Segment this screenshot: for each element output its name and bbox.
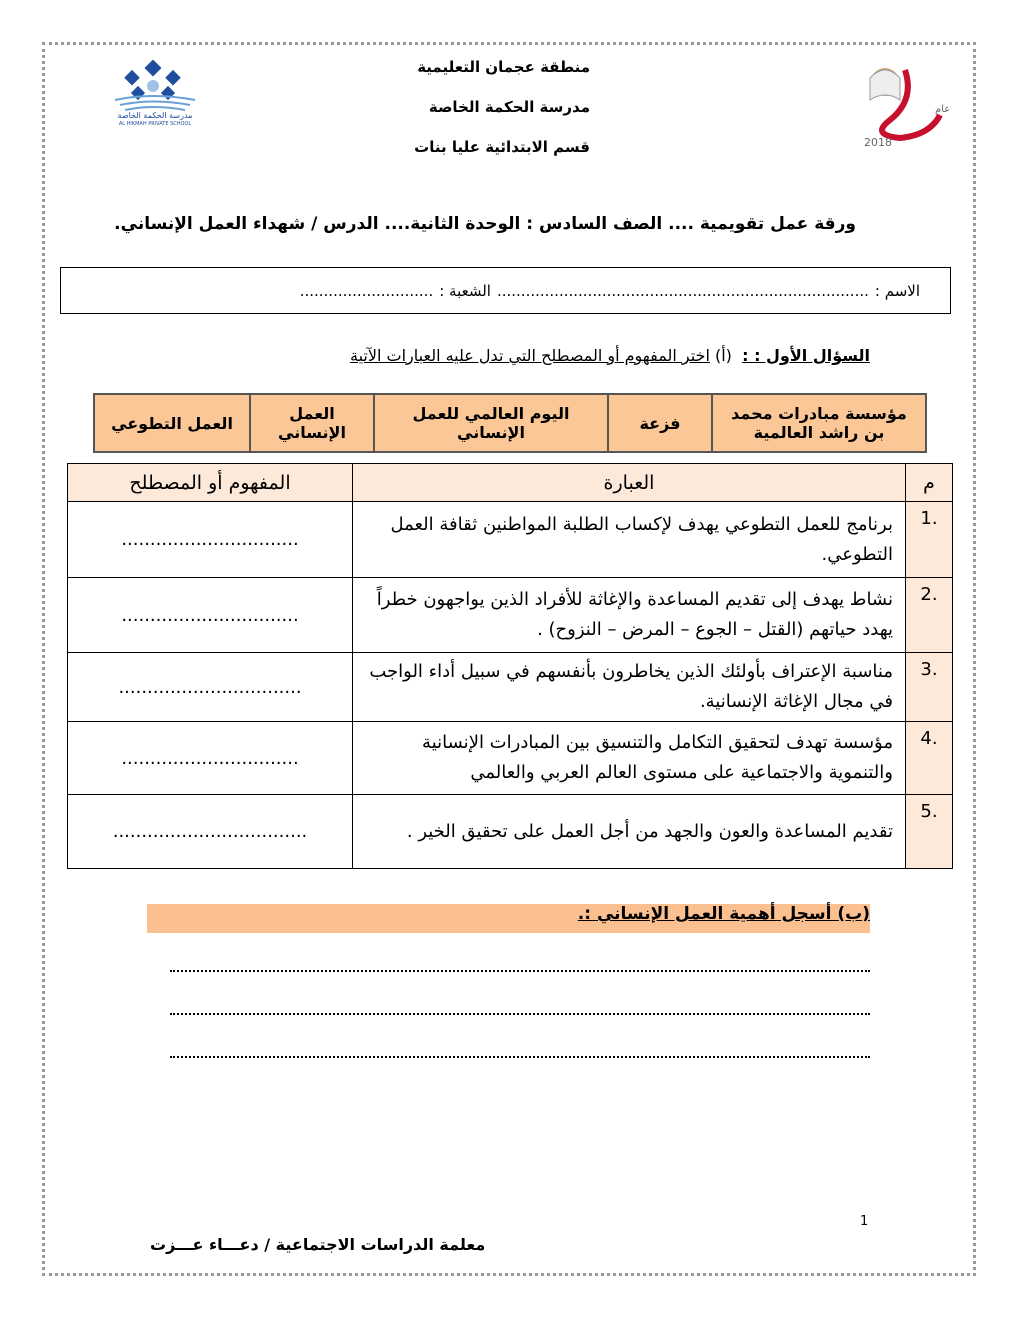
answer-line[interactable] <box>170 1013 870 1015</box>
question-1-label: السؤال الأول : : <box>742 346 870 365</box>
row-statement: تقديم المساعدة والعون والجهد من أجل العمل على تحقيق الخير . <box>353 795 906 869</box>
part-b-label: (ب) أسجل أهمية العمل الإنساني :. <box>577 904 870 924</box>
word-bank-item: مؤسسة مبادرات محمد بن راشد العالمية <box>712 394 926 452</box>
page-number: 1 <box>860 1214 869 1229</box>
header-answer: المفهوم أو المصطلح <box>68 464 353 502</box>
table-row <box>68 578 953 653</box>
name-label: الاسم : <box>874 281 920 300</box>
word-bank-item: اليوم العالمي للعمل الإنساني <box>374 394 608 452</box>
word-bank <box>93 393 927 453</box>
row-number: 5. <box>906 795 953 869</box>
header-line-3: قسم الابتدائية عليا بنات <box>414 138 590 156</box>
table-row <box>68 795 953 869</box>
question-1-heading <box>350 346 870 365</box>
answer-field[interactable]: ............................... <box>68 578 353 653</box>
svg-text:2018: 2018 <box>864 136 892 149</box>
section-label: الشعبة : <box>439 281 491 300</box>
word-bank-item: فزعة <box>608 394 712 452</box>
svg-text:عام: عام <box>935 104 950 115</box>
row-statement: نشاط يهدف إلى تقديم المساعدة والإغاثة للأفراد الذين يواجهون خطراً يهدد حياتهم (القتل – الجوع – المرض – النزوح) . <box>353 578 906 653</box>
header-num: م <box>906 464 953 502</box>
answer-field[interactable]: .................................. <box>68 795 353 869</box>
answer-line[interactable] <box>170 970 870 972</box>
question-1-part: (أ) <box>714 346 732 365</box>
svg-text:AL HIKMAH PRIVATE SCHOOL: AL HIKMAH PRIVATE SCHOOL <box>118 121 192 126</box>
student-info-box <box>60 267 951 314</box>
header-line-1: منطقة عجمان التعليمية <box>417 58 590 76</box>
header-statement: العبارة <box>353 464 906 502</box>
questions-table <box>67 463 953 869</box>
name-field[interactable]: .............................................................................. <box>496 281 869 300</box>
teacher-signature: معلمة الدراسات الاجتماعية / دعـــاء عـــزت <box>150 1235 486 1254</box>
row-statement: مناسبة الإعتراف بأولئك الذين يخاطرون بأنفسهم في سبيل أداء الواجب في مجال الإغاثة الإنسانية. <box>353 653 906 722</box>
answer-field[interactable]: ................................ <box>68 653 353 722</box>
question-1-instruction: اختر المفهوم أو المصطلح التي تدل عليه العبارات الآتية <box>350 346 710 365</box>
answer-line[interactable] <box>170 1056 870 1058</box>
row-number: 3. <box>906 653 953 722</box>
word-bank-item: العمل التطوعي <box>94 394 250 452</box>
table-row <box>68 653 953 722</box>
section-field[interactable]: ............................ <box>299 281 434 300</box>
row-number: 2. <box>906 578 953 653</box>
school-logo <box>95 60 220 126</box>
row-statement: مؤسسة تهدف لتحقيق التكامل والتنسيق بين المبادرات الإنسانية والتنموية والاجتماعية على مستوى العالم العربي والعالمي <box>353 722 906 795</box>
part-b-heading <box>147 904 870 933</box>
header-line-2: مدرسة الحكمة الخاصة <box>428 98 590 116</box>
word-bank-item: العمل الإنساني <box>250 394 374 452</box>
row-number: 1. <box>906 502 953 578</box>
row-number: 4. <box>906 722 953 795</box>
table-row <box>68 722 953 795</box>
svg-text:مدرسة الحكمة الخاصة: مدرسة الحكمة الخاصة <box>117 111 193 120</box>
answer-field[interactable]: ............................... <box>68 722 353 795</box>
row-statement: برنامج للعمل التطوعي يهدف لإكساب الطلبة المواطنين ثقافة العمل التطوعي. <box>353 502 906 578</box>
worksheet-title: ورقة عمل تقويمية .... الصف السادس : الوحدة الثانية.... الدرس / شهداء العمل الإنساني. <box>114 214 856 234</box>
zayed-year-logo <box>860 60 950 150</box>
table-row <box>68 502 953 578</box>
answer-field[interactable]: ............................... <box>68 502 353 578</box>
